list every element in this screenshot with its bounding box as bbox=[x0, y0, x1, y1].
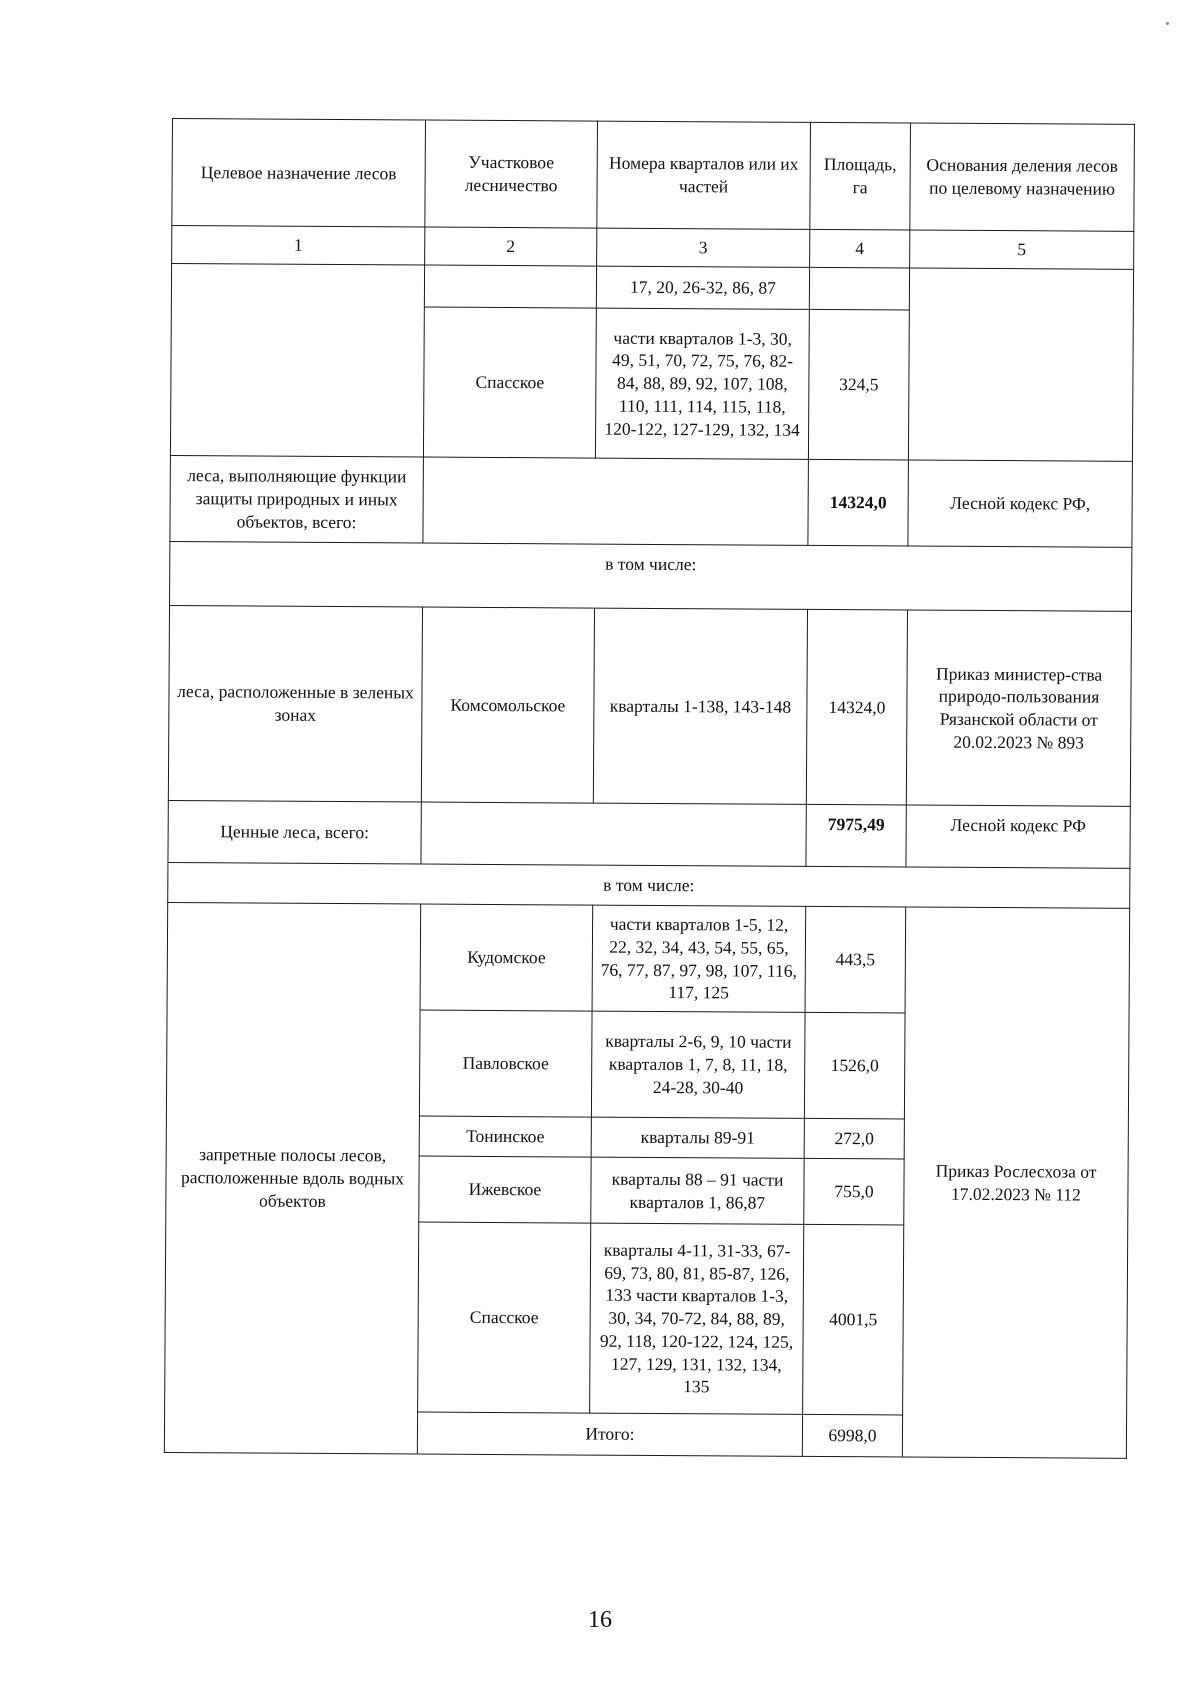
basis-cell: Лесной кодекс РФ, bbox=[908, 460, 1133, 547]
table-row bbox=[167, 902, 1130, 1014]
column-number-row bbox=[172, 226, 1134, 270]
area-cell: 14324,0 bbox=[806, 609, 907, 805]
including-label: в том числе: bbox=[168, 862, 1130, 908]
forestry-cell: Павловское bbox=[419, 1010, 592, 1117]
quarters-cell: 17, 20, 26-32, 86, 87 bbox=[596, 266, 809, 309]
quarters-cell: кварталы 89-91 bbox=[591, 1117, 804, 1158]
area-cell: 443,5 bbox=[805, 906, 906, 1013]
quarters-cell: части кварталов 1-5, 12, 22, 32, 34, 43, 54, 55, 65, 76, 77, 87, 97, 98, 107, 116, 117, 125 bbox=[592, 905, 806, 1012]
page-number: 16 bbox=[588, 1607, 612, 1633]
section-divider-row bbox=[168, 862, 1130, 908]
column-number: 2 bbox=[425, 227, 597, 266]
purpose-cell: леса, расположенные в зеленых зонах bbox=[168, 605, 422, 802]
area-cell-empty bbox=[809, 267, 909, 310]
area-cell: 7975,49 bbox=[806, 804, 906, 867]
quarters-cell: части кварталов 1-3, 30, 49, 51, 70, 72, 75, 76, 82-84, 88, 89, 92, 107, 108, 110, 111, 114, 115, 118, 120-122, 127-129, 132, 134 bbox=[595, 308, 809, 459]
section-divider-row bbox=[170, 541, 1132, 611]
quarters-cell: кварталы 4-11, 31-33, 67-69, 73, 80, 81, 85-87, 126, 133 части кварталов 1-3, 30, 34, 70-72, 84, 88, 89, 92, 118, 120-122, 124, 125, 127, 129, 131, 132, 134, 135 bbox=[590, 1223, 804, 1414]
forestry-cell: Комсомольское bbox=[421, 607, 594, 803]
basis-cell: Приказ Рослесхоза от 17.02.2023 № 112 bbox=[902, 907, 1129, 1458]
forestry-cell: Ижевское bbox=[419, 1156, 591, 1223]
header-basis: Основания деления лесов по целевому назначению bbox=[910, 123, 1135, 231]
table-row bbox=[170, 455, 1133, 547]
header-purpose: Целевое назначение лесов bbox=[172, 119, 426, 228]
forest-purpose-table bbox=[164, 118, 1135, 1459]
table-row bbox=[171, 264, 1133, 312]
purpose-cell: леса, выполняющие функции защиты природных и иных объектов, всего: bbox=[170, 455, 424, 543]
header-area: Площадь, га bbox=[810, 122, 911, 230]
area-cell: 1526,0 bbox=[804, 1012, 905, 1119]
basis-cell: Лесной кодекс РФ bbox=[906, 805, 1130, 868]
forestry-cell: Спасское bbox=[418, 1222, 591, 1413]
forestry-cell: Спасское bbox=[423, 307, 596, 458]
purpose-cell: Ценные леса, всего: bbox=[168, 800, 421, 864]
header-forestry: Участковое лесничество bbox=[425, 120, 598, 228]
forestry-quarters-cell-empty bbox=[421, 802, 806, 866]
column-number: 1 bbox=[172, 226, 425, 266]
total-area: 6998,0 bbox=[802, 1414, 902, 1457]
area-cell: 755,0 bbox=[804, 1158, 904, 1225]
table-row bbox=[168, 605, 1131, 806]
area-cell: 324,5 bbox=[808, 309, 909, 460]
purpose-cell: запретные полосы лесов, расположенные вдоль водных объектов bbox=[164, 902, 420, 1454]
forestry-cell-empty bbox=[424, 265, 596, 308]
total-label: Итого: bbox=[417, 1412, 802, 1456]
scan-speck bbox=[1166, 22, 1169, 25]
quarters-cell: кварталы 1-138, 143-148 bbox=[593, 608, 807, 804]
area-cell: 4001,5 bbox=[803, 1224, 904, 1415]
area-cell: 14324,0 bbox=[808, 459, 909, 546]
basis-cell: Приказ министер-ства природо-пользования Рязанской области от 20.02.2023 № 893 bbox=[906, 610, 1131, 806]
forestry-cell: Кудомское bbox=[420, 904, 593, 1011]
including-label: в том числе: bbox=[170, 541, 1132, 611]
purpose-cell-empty bbox=[170, 264, 424, 458]
quarters-cell: кварталы 88 – 91 части кварталов 1, 86,87 bbox=[591, 1157, 804, 1224]
column-number: 4 bbox=[810, 229, 910, 268]
forestry-quarters-cell-empty bbox=[423, 457, 809, 545]
column-number: 5 bbox=[910, 230, 1134, 269]
table-header-row bbox=[172, 119, 1135, 232]
area-cell: 272,0 bbox=[804, 1118, 904, 1159]
quarters-cell: кварталы 2-6, 9, 10 части кварталов 1, 7, 8, 11, 18, 24-28, 30-40 bbox=[591, 1011, 805, 1118]
table-row bbox=[168, 800, 1130, 868]
forestry-cell: Тонинское bbox=[419, 1116, 591, 1157]
column-number: 3 bbox=[597, 228, 810, 267]
basis-cell-empty bbox=[908, 268, 1133, 461]
header-quarters: Номера кварталов или их частей bbox=[597, 121, 811, 229]
